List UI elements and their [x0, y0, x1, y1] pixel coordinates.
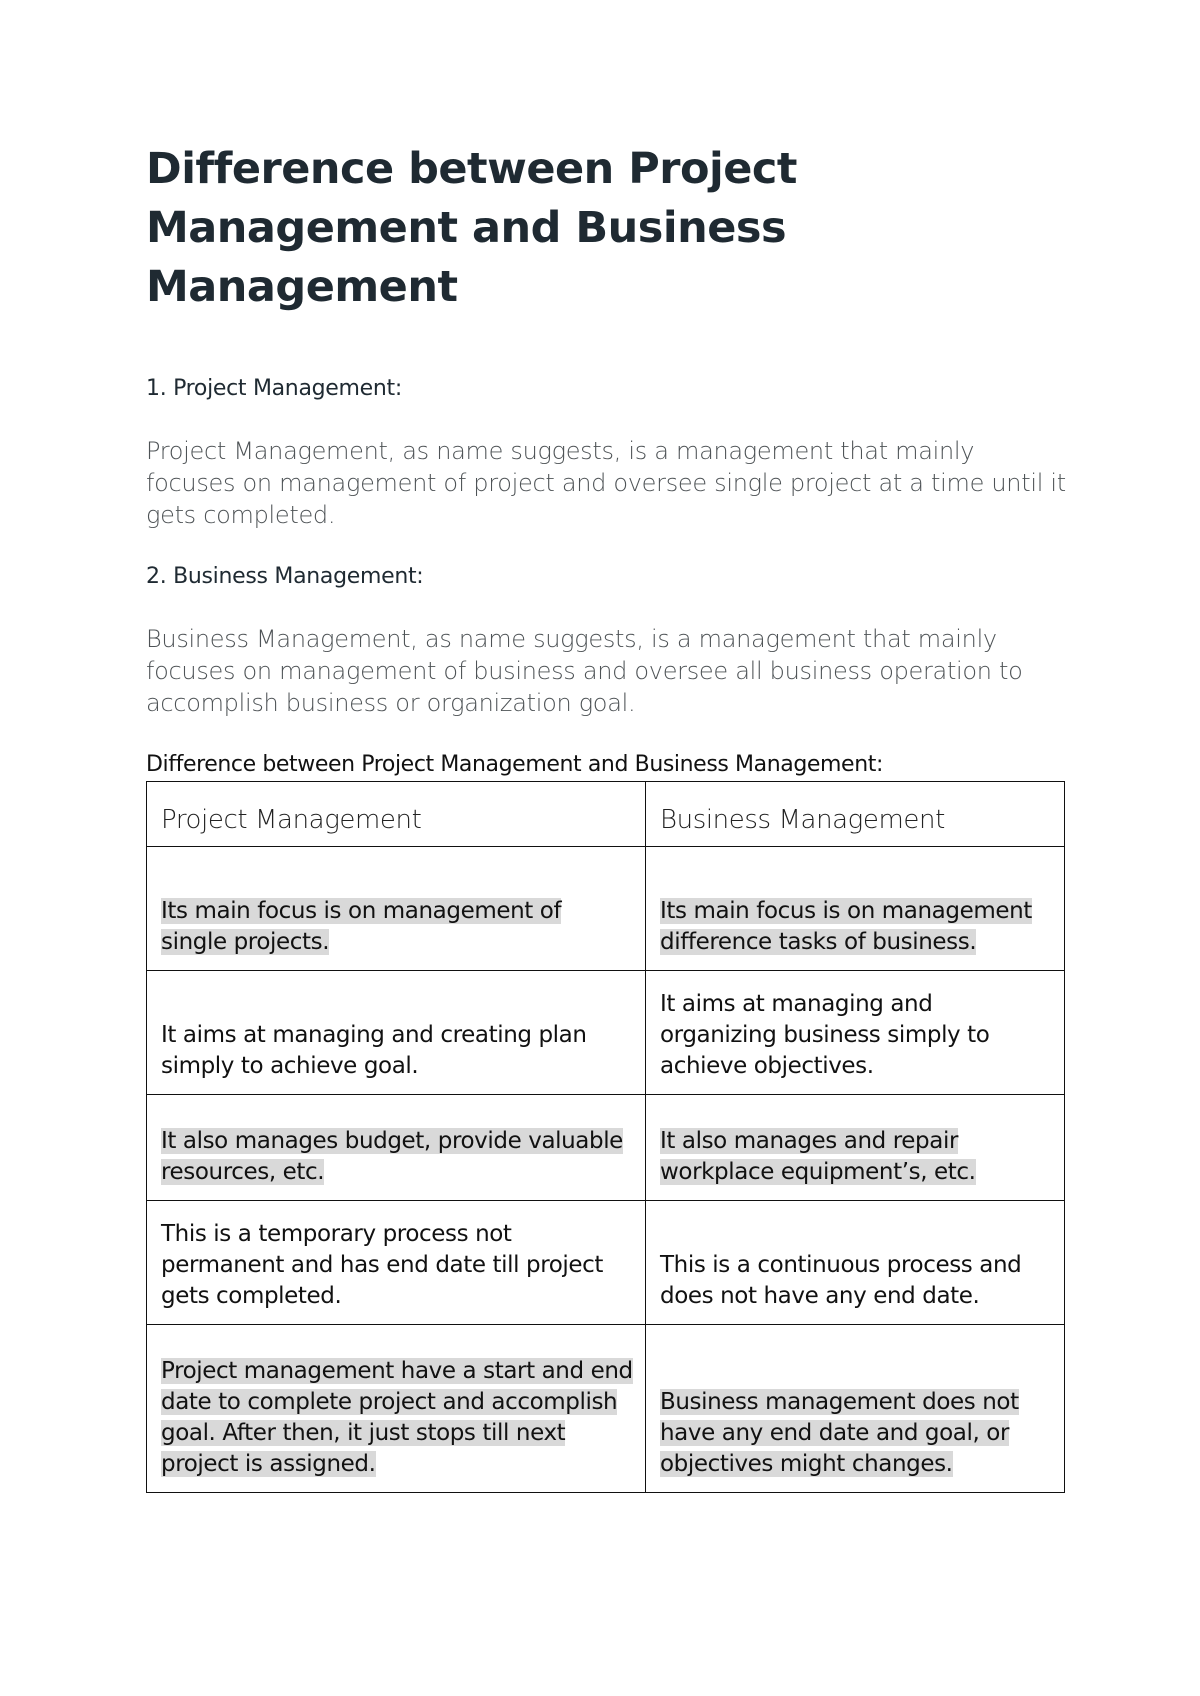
comparison-table: [146, 781, 1065, 1493]
table-cell: [147, 847, 646, 971]
page-title: Difference between Project Management and Business Management: [146, 144, 797, 312]
section-heading-business-management: 2. Business Management:: [146, 564, 424, 589]
table-row: [147, 971, 1065, 1095]
document-content: [146, 140, 1066, 1493]
section-heading-project-management: 1. Project Management:: [146, 376, 402, 401]
section-body-business-management: Business Management, as name suggests, is a management that mainly focuses on management of business and oversee all business operation to accomplish business or organization goal.: [146, 625, 1023, 717]
table-header-row: [147, 782, 1065, 847]
highlighted-text: It also manages and repair workplace equipment’s, etc.: [660, 1128, 976, 1185]
highlighted-text: Project management have a start and end date to complete project and accomplish goal. After then, it just stops till next project is assigned.: [161, 1358, 633, 1477]
table-cell: It aims at managing and creating plan simply to achieve goal.: [147, 971, 646, 1095]
table-cell: [646, 1095, 1065, 1201]
highlighted-text: Business management does not have any end date and goal, or objectives might changes.: [660, 1389, 1019, 1477]
highlighted-text: It also manages budget, provide valuable resources, etc.: [161, 1128, 623, 1185]
table-cell: [646, 847, 1065, 971]
table-cell: [147, 1095, 646, 1201]
table-caption: Difference between Project Management and Business Management:: [146, 752, 883, 777]
table-cell: [646, 1325, 1065, 1493]
table-cell: It aims at managing and organizing business simply to achieve objectives.: [646, 971, 1065, 1095]
table-header-business-management: Business Management: [646, 782, 1065, 847]
table-cell: [147, 1325, 646, 1493]
table-row: [147, 1201, 1065, 1325]
table-row: [147, 1325, 1065, 1493]
section-body-project-management: Project Management, as name suggests, is a management that mainly focuses on management of project and oversee single project at a time until it gets completed.: [146, 437, 1066, 529]
table-cell: This is a temporary process not permanent and has end date till project gets completed.: [147, 1201, 646, 1325]
table-row: [147, 847, 1065, 971]
highlighted-text: Its main focus is on management difference tasks of business.: [660, 898, 1032, 955]
table-row: [147, 1095, 1065, 1201]
highlighted-text: Its main focus is on management of single projects.: [161, 898, 562, 955]
table-cell: This is a continuous process and does not have any end date.: [646, 1201, 1065, 1325]
table-header-project-management: Project Management: [147, 782, 646, 847]
